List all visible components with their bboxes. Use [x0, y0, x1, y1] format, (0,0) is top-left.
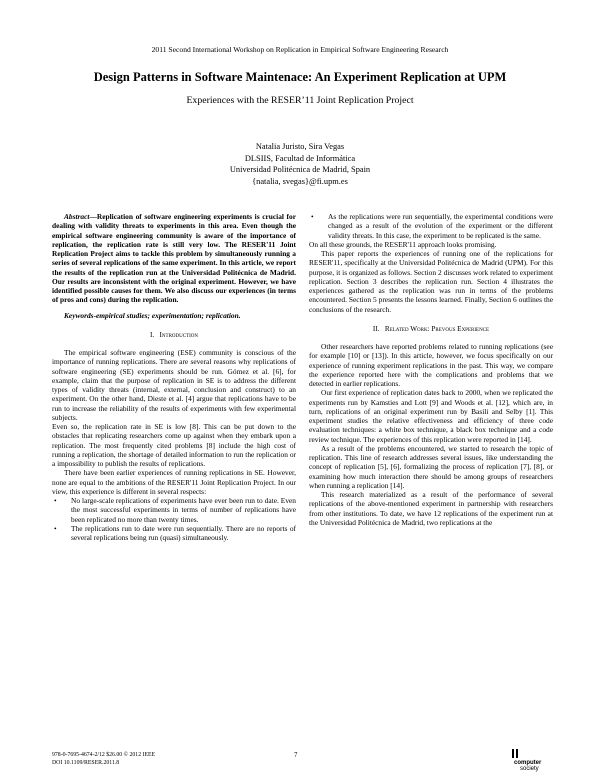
author-university: Universidad Politécnica de Madrid, Spain: [229, 165, 371, 174]
related-paragraph-1: Other researchers have reported problems related to running replications (see for example [10] or [13]). In this article, however, we focus specifically on our experience of running experiment replications in the past. This way, we compare the experience reported here with the complications and problems that we detected in earlier replications.: [309, 342, 553, 388]
abstract-text: —Replication of software engineering experiments is crucial for dealing with validity threats to experiments in this area. Even though the empirical software engineering community is aware of the importance of replication, the replication rate is still very low. The RESER'11 Joint Replication Project aims to tackle this problem by simultaneously running a series of several replications of the same experiment. In this article, we report the results of the replication run at the Universidad Politécnica de Madrid. Our results are inconsistent with the original experiment. However, we have identified possible causes for them. We also discuss our experiences (in terms of pros and cons) during the replication.: [52, 212, 296, 305]
footer-copyright: [52, 752, 155, 767]
page-number: 7: [294, 752, 298, 759]
section-heading-introduction: [52, 331, 296, 340]
intro-paragraph-5: This paper reports the experiences of running one of the replications for RESER'11, specifically at the Universidad Politécnica de Madrid (UPM). For this purpose, it is organized as follows. Section 2 discusses work related to experiment replication. Section 3 describes the replication run. Section 4 illustrates the experiences gathered as the replication was run in terms of the problems encountered. Section 5 presents the lessons learned. Finally, Section 6 outlines the conclusions of the research.: [309, 249, 553, 314]
section-title: Introduction: [159, 330, 199, 339]
list-item: [309, 212, 553, 240]
bullet-text: The replications run to date were run sequentially. There are no reports of several replications being run (quasi) simultaneously.: [71, 523, 296, 542]
conference-header: 2011 Second International Workshop on Replication in Empirical Software Engineering Research: [151, 45, 449, 54]
svg-text:computer: computer: [514, 760, 542, 766]
author-department: DLSIIS, Facultad de Informática: [244, 153, 356, 163]
author-names: Natalia Juristo, Sira Vegas: [255, 142, 345, 151]
abstract-label: Abstract: [64, 212, 90, 221]
list-item: [52, 496, 296, 524]
footer-doi: DOI 10.1109/RESER.2011.8: [52, 759, 120, 766]
section-number: I.: [149, 330, 155, 339]
bullet-icon: •: [54, 496, 57, 505]
section-heading-related-work: [309, 325, 553, 334]
section-number: II.: [372, 324, 380, 333]
intro-bullet-list: [52, 496, 296, 542]
svg-text:society: society: [520, 766, 539, 772]
author-email: {natalia, svegas}@fi.upm.es: [252, 176, 348, 186]
intro-paragraph-1: The empirical software engineering (ESE) community is conscious of the importance of running replications. There are several reasons why replications of software engineering (SE) experiments should be run. Gómez et al. [6], for example, claim that the purpose of replication in SE is to address the different types of validity threats (internal, external, conclusion and construct) to an experiment. On the other hand, Dieste et al. [4] argue that replications have to be run to increase the reliability of the results of experiments with few experimental subjects.: [52, 348, 296, 422]
intro-paragraph-2: Even so, the replication rate in SE is low [8]. This can be put down to the obstacles that replicating researchers come up against when they embark upon a replication. The most frequently cited problems [8] include the high cost of running a replication, the shortage of detailed information to run the replication or a impossibility to publish the results of replications.: [52, 422, 296, 468]
intro-bullet-list-continued: [309, 212, 553, 240]
paper-title: Design Patterns in Software Maintenace: An Experiment Replication at UPM: [93, 70, 507, 84]
author-block: [150, 141, 450, 187]
abstract: [52, 212, 296, 305]
paper-subtitle: Experiences with the RESER’11 Joint Replication Project: [186, 95, 414, 106]
related-paragraph-3: As a result of the problems encountered, we started to research the topic of replication. This line of research addresses several issues, like understanding the concept of replication [5], [6], formalizing the process of replication [7], [8], or examining how much interaction there should be among groups of researchers when running a replication [14].: [309, 443, 553, 490]
intro-paragraph-4: On all these grounds, the RESER'11 approach looks promising.: [309, 239, 497, 249]
footer-isbn: 978-0-7695-4674-2/12 $26.00 © 2012 IEEE: [52, 752, 156, 758]
bullet-icon: •: [311, 212, 314, 221]
computer-society-logo: [506, 748, 548, 772]
bullet-icon: •: [54, 523, 57, 533]
keywords: Keywords-empirical studies; experimentation; replication.: [64, 310, 241, 320]
bullet-text: As the replications were run sequentially, the experimental conditions were changed as a result of the evolution of the experiment or the different validity threats. In this case, the experiment to be replicated is the same.: [328, 212, 553, 240]
related-paragraph-2: Our first experience of replication dates back to 2000, when we replicated the experiments run by Kamsties and Lott [9] and Woods et al. [12], which are, in turn, replications of an original experiment run by Basili and Selby [1]. This experiment studies the relative effectiveness and efficiency of three code evaluation techniques: a white box technique, a black box technique and a code review technique. The experiences of this replication were reported in [14].: [309, 388, 553, 444]
list-item: [52, 524, 296, 543]
computer-society-logo-icon: [506, 748, 548, 772]
intro-paragraph-3: There have been earlier experiences of running replications in SE. However, none are equal to the ambitions of the RESER'11 Joint Replication Project. In our view, this experience is different in several respects:: [52, 468, 296, 496]
left-column: [52, 212, 296, 542]
bullet-text: No large-scale replications of experiments have ever been run to date. Even the most successful experiments in terms of number of replications have been replicated no more than twenty times.: [71, 496, 296, 524]
related-paragraph-4: This research materialized as a result of the performance of several replications of the above-mentioned experiment in partnership with researchers from other institutions. To date, we have 12 replications of the experiment run at the Universidad Politécnica de Madrid, two replications at the: [309, 490, 553, 527]
section-title: Related Work: Prevous Experience: [384, 324, 490, 333]
right-column: [309, 212, 553, 527]
